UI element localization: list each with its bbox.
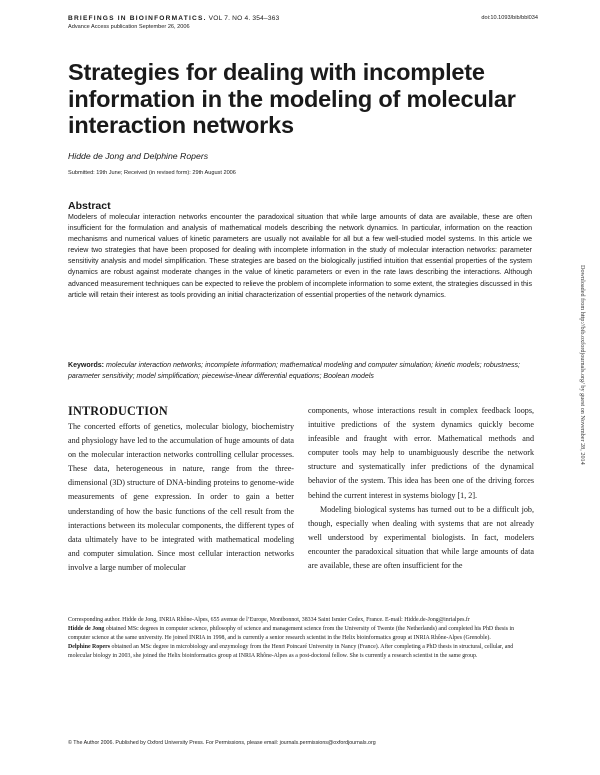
intro-paragraph-1-continued: components, whose interactions result in complex feedback loops, intuitive predictions of the system dynamics quickly become infeasible and fraught with error. Mathematical methods and computer tools may help to unambiguously describe the network structure and systematically infer predictions of the dynamical behavior of the system. This idea has been one of the driving forces behind the current interest in systems biology [1, 2]. (308, 406, 534, 500)
intro-column-left: The concerted efforts of genetics, molecular biology, biochemistry and physiology have led to the accumulation of huge amounts of data on the molecular interaction networks controlling cellular processes. These data, heterogeneous in nature, range from the three-dimensional (3D) structure of DNA-binding proteins to genome-wide measurements of gene expression. In order to gain a better understanding of how the basic functions of the cell result from the interactions between its molecular components, the different types of data ultimately have to be integrated with mathematical modeling and computer simulation. Since most cellular interaction networks involve a large number of molecular (68, 422, 294, 572)
journal-citation (68, 15, 280, 22)
journal-header (68, 15, 538, 37)
download-note[interactable]: Downloaded from http://bib.oxfordjournals.org/ by guest on November 28, 2014 (579, 265, 586, 465)
intro-paragraph-2: Modeling biological systems has turned out to be a difficult job, though, especially when dealing with systems that are not already well understood by experimental biologists. In fact, modelers encounter the paradoxical situation that while large amounts of data are available, these are often insufficient for the (308, 504, 534, 571)
paper-title: Strategies for dealing with incomplete information in the modeling of molecular interaction networks (68, 59, 516, 138)
doi[interactable]: doi:10.1093/bib/bbl034 (481, 15, 538, 21)
authors: Hidde de Jong and Delphine Ropers (68, 151, 209, 161)
keywords (68, 361, 532, 382)
author-bio-name: Hidde de Jong (68, 625, 105, 632)
journal-name: BRIEFINGS IN BIOINFORMATICS. (68, 15, 207, 22)
advance-access-date: Advance Access publication September 26, 2006 (68, 24, 190, 30)
keywords-text: molecular interaction networks; incomplete information; mathematical modeling and computer simulation; kinetic models; robustness; parameter sensitivity; model simplification; piecewise-linear differential equations; Boolean models (68, 362, 521, 380)
author-bio-text: obtained MSc degrees in computer science, philosophy of science and management science from the University of Twente (the Netherlands) and completed his PhD thesis in computer science at the same university. He joined INRIA in 1998, and is currently a senior research scientist in the Helix bioinformatics group at INRIA Rhône-Alpes (Grenoble). (68, 625, 515, 641)
download-watermark (576, 265, 586, 610)
submission-dates: Submitted: 19th June; Received (in revised form): 29th August 2006 (68, 170, 236, 176)
journal-issue: VOL 7. NO 4. 354–363 (208, 15, 280, 22)
section-heading-introduction: INTRODUCTION (68, 404, 168, 418)
corresponding-author: Corresponding author. Hidde de Jong, INRIA Rhône-Alpes, 655 avenue de l’Europe, Montbonnot, 38334 Saint Ismier Cedex, France. E-mail: Hidde.de-Jong@inrialpes.fr (68, 617, 470, 623)
abstract-body: Modelers of molecular interaction networks encounter the paradoxical situation that while large amounts of data are available, these are often insufficient for the formulation and analysis of mathematical models describing the network dynamics. In particular, information on the reaction mechanisms and numerical values of kinetic parameters are usually not available for all but a few well-studied model systems. In this article we review two strategies that have been proposed for dealing with incomplete information in the study of molecular interaction networks: parameter sensitivity analysis and model simplification. These strategies are based on the biologically justified intuition that essential properties of the system dynamics are robust against moderate changes in the value of kinetic parameters or even in the rate laws describing the interactions. Although advanced measurement techniques can be expected to relieve the problem of incomplete information to some extent, the strategies discussed in this article will retain their interest as tools providing an initial characterization of essential properties of the network dynamics. (68, 214, 532, 299)
footnotes (68, 616, 534, 661)
author-bio (68, 625, 534, 643)
author-bio-name: Delphine Ropers (68, 643, 111, 650)
author-bio-text: obtained an MSc degree in microbiology and enzymology from the Henri Poincaré University in Nancy (France). After completing a PhD thesis in structural, cellular, and molecular biology in 2003, she joined the Helix bioinformatics group at INRIA Rhône-Alpes as a post-doctoral fellow. She is currently a research scientist in the same group. (68, 643, 514, 659)
author-bio (68, 643, 534, 661)
intro-column-right (308, 404, 534, 573)
keywords-label: Keywords: (68, 362, 105, 369)
copyright-line: © The Author 2006. Published by Oxford University Press. For Permissions, please email: journals.permissions@oxfordjournals.org (68, 740, 376, 746)
abstract-heading: Abstract (68, 200, 111, 212)
